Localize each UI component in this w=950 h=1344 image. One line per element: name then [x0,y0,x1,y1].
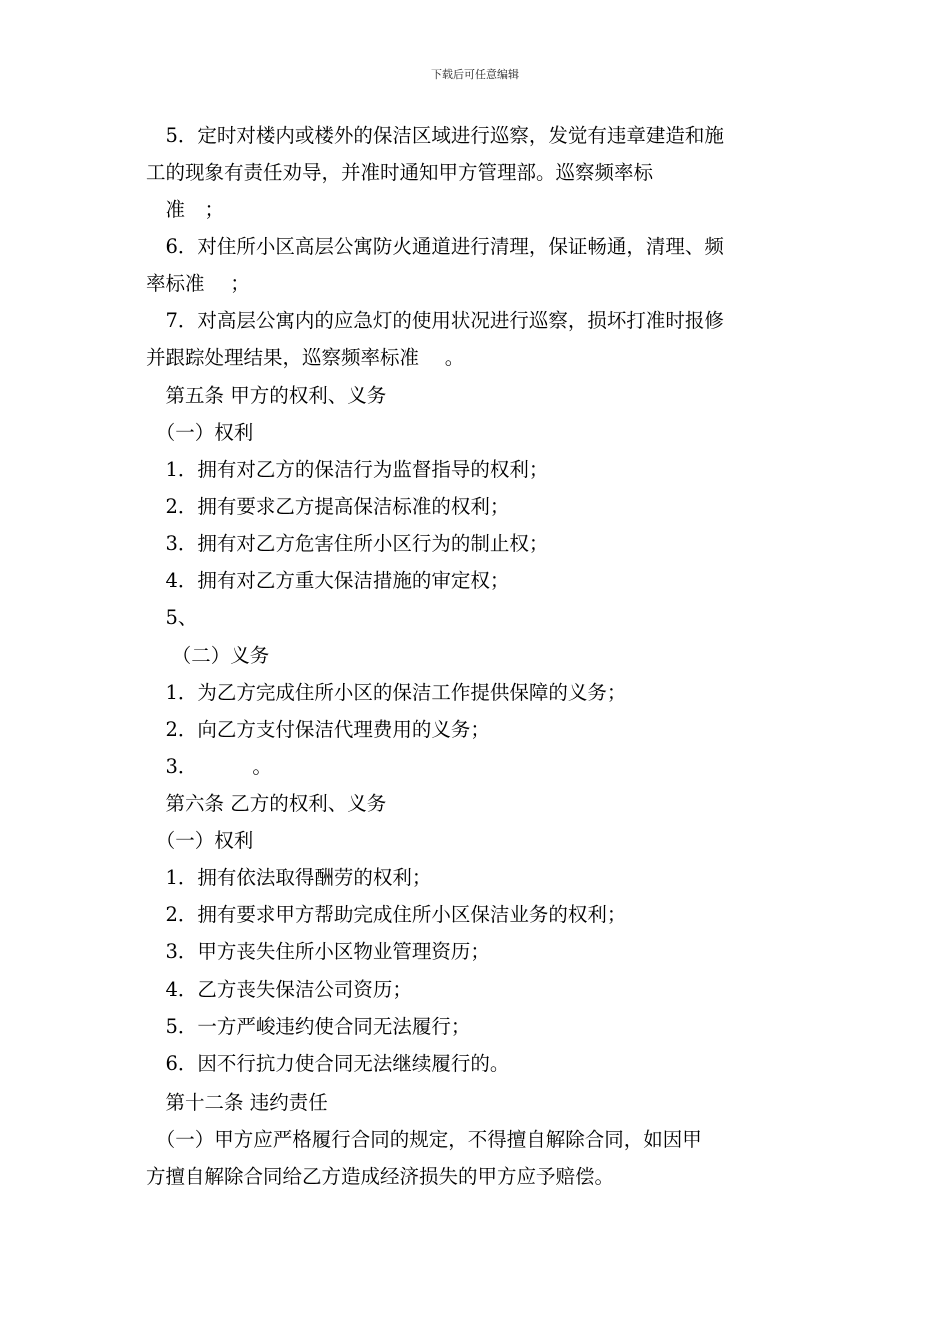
subsection-heading: （二）义务 [146,644,270,667]
list-item: 2．向乙方支付保洁代理费用的义务； [146,718,490,741]
list-item: 5．一方严峻违约使合同无法履行； [146,1015,471,1038]
list-item: 1．为乙方完成住所小区的保洁工作提供保障的义务； [146,681,627,704]
page-header-note: 下载后可任意编辑 [431,68,519,81]
list-item: 3．甲方丧失住所小区物业管理资历； [146,940,490,963]
paragraph-line: （一）甲方应严格履行合同的规定，不得擅自解除合同，如因甲 [146,1128,702,1151]
paragraph-line: 工的现象有责任劝导，并准时通知甲方管理部。巡察频率标 [146,161,654,184]
section-heading: 第五条 甲方的权利、义务 [146,384,387,407]
section-heading: 第六条 乙方的权利、义务 [146,792,387,815]
paragraph-line: 7．对高层公寓内的应急灯的使用状况进行巡察，损坏打准时报修 [146,309,724,332]
list-item: 4．乙方丧失保洁公司资历； [146,978,412,1001]
list-item: 3． 。 [146,755,272,778]
paragraph-line: 6．对住所小区高层公寓防火通道进行清理，保证畅通，清理、频 [146,235,724,258]
paragraph-line: 5．定时对楼内或楼外的保洁区域进行巡察，发觉有违章建造和施 [146,124,724,147]
list-item: 1．拥有对乙方的保洁行为监督指导的权利； [146,458,549,481]
list-item: 2．拥有要求乙方提高保洁标准的权利； [146,495,510,518]
list-item: 3．拥有对乙方危害住所小区行为的制止权； [146,532,549,555]
list-item: 6．因不行抗力使合同无法继续履行的。 [146,1052,510,1075]
paragraph-line: 准 ； [146,198,225,221]
list-item: 4．拥有对乙方重大保洁措施的审定权； [146,569,510,592]
list-item: 1．拥有依法取得酬劳的权利； [146,866,432,889]
subsection-heading: （一）权利 [146,421,254,444]
list-item: 2．拥有要求甲方帮助完成住所小区保洁业务的权利； [146,903,627,926]
section-heading: 第十二条 违约责任 [146,1091,328,1114]
subsection-heading: （一）权利 [146,829,254,852]
list-item: 5、 [146,606,198,629]
paragraph-line: 率标准 ； [146,272,250,295]
paragraph-line: 并跟踪处理结果，巡察频率标准 。 [146,346,465,369]
paragraph-line: 方擅自解除合同给乙方造成经济损失的甲方应予赔偿。 [146,1165,615,1188]
